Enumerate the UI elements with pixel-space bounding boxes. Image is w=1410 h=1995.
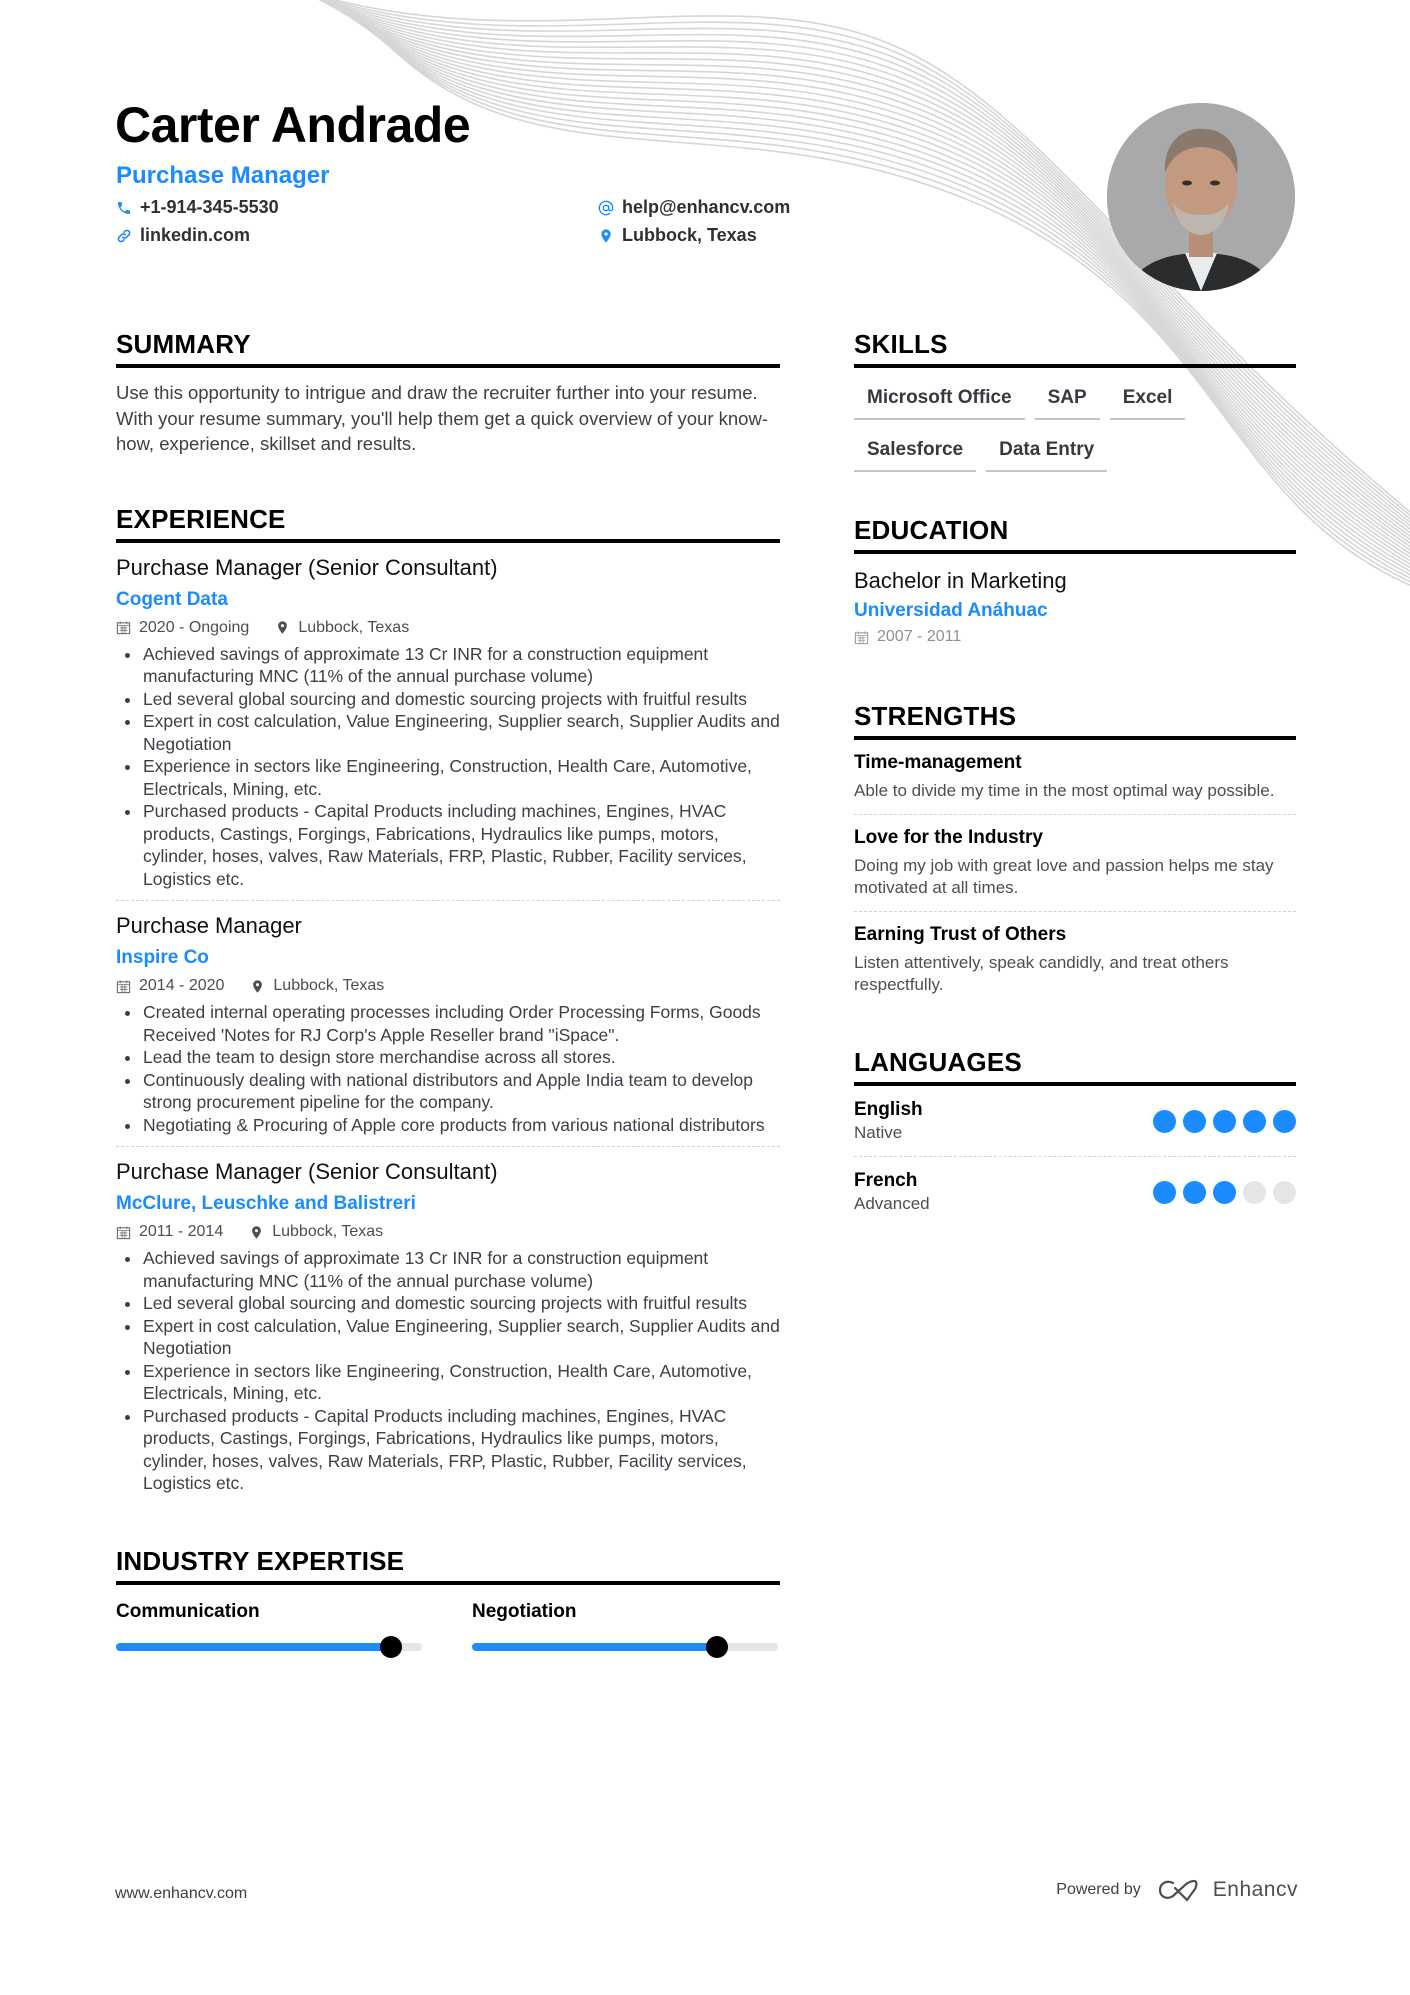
strength-name: Time-management bbox=[854, 752, 1022, 773]
job-role: Purchase Manager (Senior Consultant) bbox=[116, 554, 498, 580]
languages-heading: LANGUAGES bbox=[854, 1046, 1296, 1086]
bullet: Achieved savings of approximate 13 Cr INR for a construction equipment manufacturing MNC (11% of the annual purchase volume) bbox=[116, 1247, 780, 1292]
bullet: Continuously dealing with national distributors and Apple India team to develop strong procurement pipeline for the company. bbox=[116, 1069, 780, 1114]
job-meta bbox=[116, 1221, 780, 1243]
right-column bbox=[854, 328, 1296, 1227]
enhancv-logo[interactable] bbox=[1157, 1878, 1298, 1902]
phone-text: +1-914-345-5530 bbox=[140, 197, 279, 217]
language-name: French bbox=[854, 1170, 918, 1191]
bullet: Led several global sourcing and domestic sourcing projects with fruitful results bbox=[116, 688, 780, 711]
experience-item bbox=[116, 543, 780, 902]
link-text: linkedin.com bbox=[140, 225, 251, 245]
expertise-fill bbox=[116, 1643, 391, 1651]
calendar-icon bbox=[854, 630, 869, 645]
rating-dot-filled bbox=[1153, 1110, 1176, 1133]
strength-item bbox=[854, 912, 1296, 1008]
calendar-icon bbox=[116, 979, 131, 994]
contact-link[interactable] bbox=[116, 225, 250, 246]
rating-dot-empty bbox=[1243, 1181, 1266, 1204]
expertise-grid bbox=[116, 1601, 780, 1651]
school-name: Universidad Anáhuac bbox=[854, 600, 1048, 621]
bullet: Purchased products - Capital Products including machines, Engines, HVAC products, Castings, Forgings, Fabrications, Hydraulics like pumps, motors, cylinder, hoses, valves, Raw Materials, FRP, Plastic, Rubber, Facility services, Logistics etc. bbox=[116, 1405, 780, 1495]
left-column bbox=[116, 328, 780, 1651]
language-name: English bbox=[854, 1099, 923, 1120]
location-text: Lubbock, Texas bbox=[298, 618, 410, 636]
language-info bbox=[854, 1169, 930, 1215]
expertise-slider bbox=[116, 1643, 422, 1651]
location-pin-icon bbox=[598, 228, 614, 244]
rating-dot-empty bbox=[1273, 1181, 1296, 1204]
summary-text: Use this opportunity to intrigue and draw the recruiter further into your resume. With your resume summary, you'll help them get a quick overview of your know-how, experience, skillset and results. bbox=[116, 382, 768, 454]
link-icon bbox=[116, 228, 132, 244]
expertise-item bbox=[472, 1601, 778, 1651]
location-pin-icon bbox=[250, 979, 265, 994]
job-meta bbox=[116, 617, 780, 639]
education-heading: EDUCATION bbox=[854, 514, 1296, 554]
language-item bbox=[854, 1086, 1296, 1157]
job-dates bbox=[116, 617, 249, 639]
phone-icon bbox=[116, 200, 132, 216]
language-item bbox=[854, 1157, 1296, 1227]
strengths-heading: STRENGTHS bbox=[854, 700, 1296, 740]
location-pin-icon bbox=[275, 620, 290, 635]
education-section bbox=[854, 514, 1296, 648]
experience-item bbox=[116, 901, 780, 1147]
strength-item bbox=[854, 740, 1296, 815]
job-location bbox=[249, 1221, 383, 1243]
dates-text: 2020 - Ongoing bbox=[139, 618, 250, 636]
language-info bbox=[854, 1098, 923, 1144]
footer-website[interactable]: www.enhancv.com bbox=[115, 1885, 248, 1902]
experience-item bbox=[116, 1147, 780, 1505]
portrait-illustration bbox=[1107, 103, 1295, 291]
skills-section bbox=[854, 328, 1296, 472]
expertise-label: Communication bbox=[116, 1600, 260, 1622]
expertise-fill bbox=[472, 1643, 717, 1651]
bullet: Purchased products - Capital Products including machines, Engines, HVAC products, Castings, Forgings, Fabrications, Hydraulics like pumps, motors, cylinder, hoses, valves, Raw Materials, FRP, Plastic, Rubber, Facility services, Logistics etc. bbox=[116, 800, 780, 890]
strength-name: Earning Trust of Others bbox=[854, 924, 1067, 945]
at-icon bbox=[598, 200, 614, 216]
bullet: Led several global sourcing and domestic sourcing projects with fruitful results bbox=[116, 1292, 780, 1315]
company-name: Inspire Co bbox=[116, 947, 209, 968]
language-rating bbox=[1153, 1181, 1296, 1204]
bullet: Experience in sectors like Engineering, Construction, Health Care, Automotive, Electricals, Mining, etc. bbox=[116, 1360, 780, 1405]
rating-dot-filled bbox=[1183, 1181, 1206, 1204]
education-dates bbox=[854, 626, 1296, 648]
job-role: Purchase Manager bbox=[116, 913, 302, 938]
contact-email[interactable] bbox=[598, 197, 790, 218]
industry-expertise-section bbox=[116, 1545, 780, 1651]
job-dates bbox=[116, 1221, 223, 1243]
expertise-knob bbox=[706, 1636, 728, 1658]
dates-text: 2011 - 2014 bbox=[139, 1223, 224, 1240]
job-role: Purchase Manager (Senior Consultant) bbox=[116, 1159, 498, 1184]
skills-heading: SKILLS bbox=[854, 328, 1296, 368]
brand-name: Enhancv bbox=[1212, 1878, 1298, 1901]
strength-name: Love for the Industry bbox=[854, 827, 1043, 848]
job-dates bbox=[116, 975, 224, 997]
expertise-label: Negotiation bbox=[472, 1600, 577, 1622]
rating-dot-filled bbox=[1243, 1110, 1266, 1133]
dates-text: 2014 - 2020 bbox=[139, 977, 225, 994]
strength-desc: Doing my job with great love and passion helps me stay motivated at all times. bbox=[854, 856, 1274, 897]
bullet: Experience in sectors like Engineering, Construction, Health Care, Automotive, Electricals, Mining, etc. bbox=[116, 755, 780, 800]
expertise-knob bbox=[380, 1636, 402, 1658]
industry-expertise-heading: INDUSTRY EXPERTISE bbox=[116, 1545, 780, 1585]
calendar-icon bbox=[116, 620, 131, 635]
skill-tag: Data Entry bbox=[986, 430, 1107, 472]
skill-tag: SAP bbox=[1035, 378, 1100, 420]
summary-heading: SUMMARY bbox=[116, 328, 780, 368]
bullet: Expert in cost calculation, Value Engineering, Supplier search, Supplier Audits and Negotiation bbox=[116, 1315, 780, 1360]
enhancv-logo-icon bbox=[1157, 1878, 1203, 1902]
skill-tag: Microsoft Office bbox=[854, 378, 1025, 420]
bullet: Created internal operating processes including Order Processing Forms, Goods Received 'Notes for RJ Corp's Apple Reseller brand "iSpace". bbox=[116, 1001, 780, 1046]
candidate-name: Carter Andrade bbox=[115, 97, 471, 153]
company-name: Cogent Data bbox=[116, 588, 228, 610]
expertise-item bbox=[116, 1601, 422, 1651]
bullet: Achieved savings of approximate 13 Cr INR for a construction equipment manufacturing MNC (11% of the annual purchase volume) bbox=[116, 643, 780, 688]
email-text: help@enhancv.com bbox=[622, 197, 791, 217]
location-pin-icon bbox=[249, 1225, 264, 1240]
strength-item bbox=[854, 815, 1296, 912]
degree: Bachelor in Marketing bbox=[854, 568, 1067, 593]
rating-dot-filled bbox=[1213, 1181, 1236, 1204]
language-rating bbox=[1153, 1110, 1296, 1133]
job-meta bbox=[116, 975, 780, 997]
location-text: Lubbock, Texas bbox=[273, 977, 385, 994]
languages-section bbox=[854, 1046, 1296, 1227]
job-location bbox=[275, 617, 409, 639]
bullet: Expert in cost calculation, Value Engineering, Supplier search, Supplier Audits and Negotiation bbox=[116, 710, 780, 755]
strength-desc: Listen attentively, speak candidly, and treat others respectfully. bbox=[854, 953, 1229, 994]
summary-section bbox=[116, 328, 780, 457]
skill-tag: Salesforce bbox=[854, 430, 976, 472]
job-bullets bbox=[116, 643, 780, 891]
contact-location bbox=[598, 225, 757, 246]
experience-section bbox=[116, 503, 780, 1505]
rating-dot-filled bbox=[1213, 1110, 1236, 1133]
skills-list bbox=[854, 378, 1294, 472]
job-location bbox=[250, 975, 384, 997]
candidate-title: Purchase Manager bbox=[116, 162, 330, 189]
profile-photo bbox=[1107, 103, 1295, 291]
location-text: Lubbock, Texas bbox=[622, 225, 757, 245]
skill-tag: Excel bbox=[1110, 378, 1186, 420]
calendar-icon bbox=[116, 1225, 131, 1240]
expertise-slider bbox=[472, 1643, 778, 1651]
bullet: Negotiating & Procuring of Apple core products from various national distributors bbox=[116, 1114, 780, 1137]
bullet: Lead the team to design store merchandise across all stores. bbox=[116, 1046, 780, 1069]
location-text: Lubbock, Texas bbox=[272, 1223, 384, 1240]
experience-heading: EXPERIENCE bbox=[116, 503, 780, 543]
powered-by-text: Powered by bbox=[1056, 1881, 1141, 1898]
strength-desc: Able to divide my time in the most optimal way possible. bbox=[854, 781, 1275, 800]
job-bullets bbox=[116, 1247, 780, 1495]
rating-dot-filled bbox=[1273, 1110, 1296, 1133]
rating-dot-filled bbox=[1153, 1181, 1176, 1204]
footer-powered-by bbox=[1056, 1878, 1298, 1902]
dates-text: 2007 - 2011 bbox=[877, 628, 962, 645]
job-bullets bbox=[116, 1001, 780, 1136]
company-name: McClure, Leuschke and Balistreri bbox=[116, 1193, 416, 1214]
language-level: Advanced bbox=[854, 1194, 930, 1213]
rating-dot-filled bbox=[1183, 1110, 1206, 1133]
language-level: Native bbox=[854, 1123, 903, 1142]
contact-phone[interactable] bbox=[116, 197, 279, 218]
strengths-section bbox=[854, 700, 1296, 1008]
